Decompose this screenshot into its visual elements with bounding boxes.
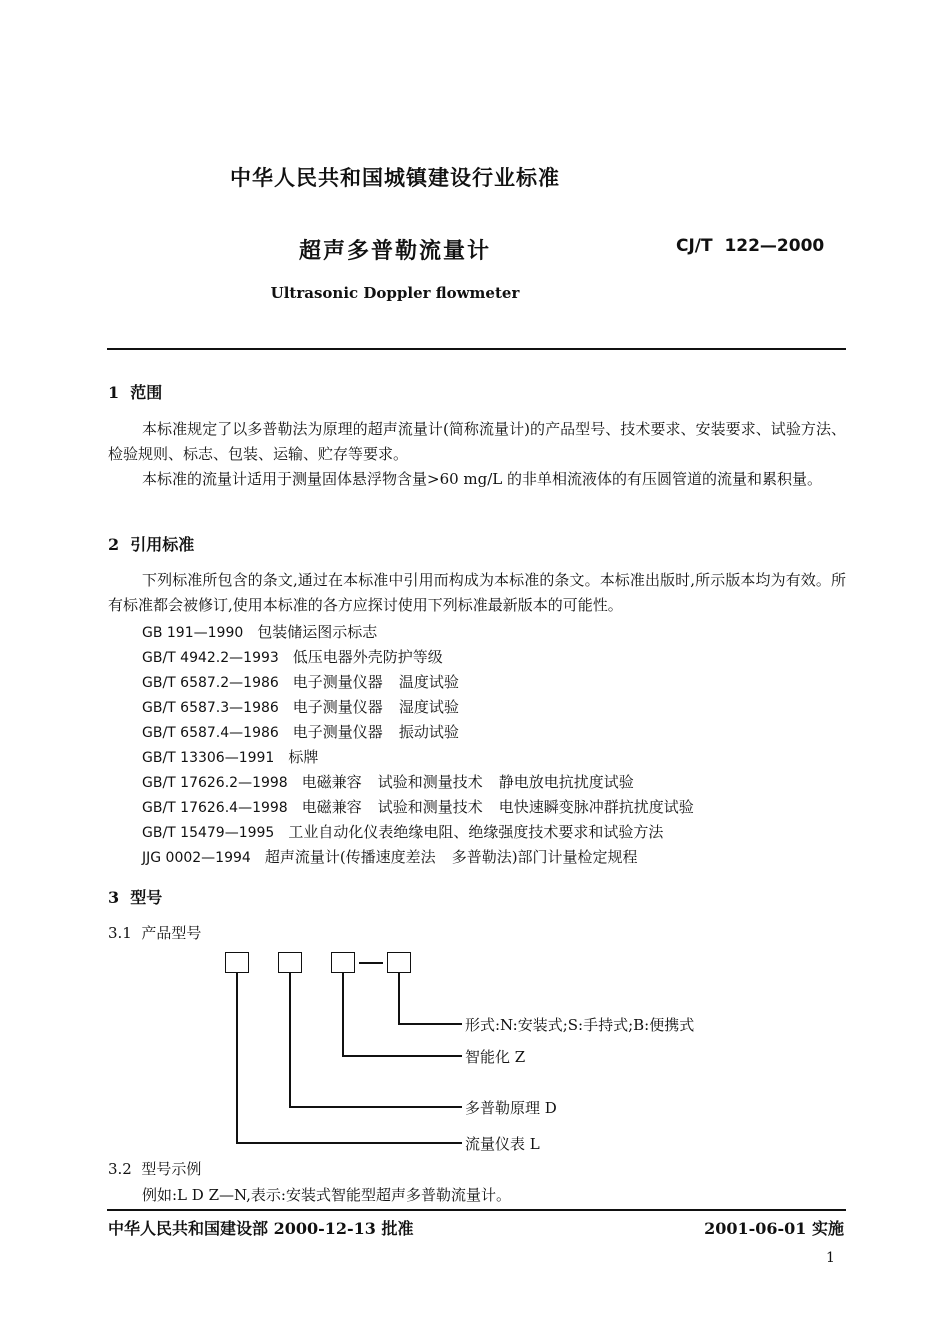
- reference-item: [142, 846, 654, 867]
- reference-title: 多普勒法)部门计量检定规程: [451, 848, 638, 866]
- connector-line: [398, 1023, 462, 1025]
- reference-title: 标牌: [288, 748, 319, 766]
- document-code: CJ/T 122—2000: [676, 236, 825, 256]
- document-title: 超声多普勒流量计: [298, 238, 491, 264]
- connector-line: [236, 1142, 462, 1144]
- model-example: 例如:L D Z—N,表示:安装式智能型超声多普勒流量计。: [142, 1186, 511, 1204]
- reference-title: 电磁兼容: [301, 798, 362, 816]
- reference-title: 电子测量仪器: [292, 723, 383, 741]
- diagram-label-doppler: 多普勒原理 D: [465, 1099, 557, 1117]
- diagram-label-meter: 流量仪表 L: [465, 1135, 540, 1153]
- reference-title: 试验和测量技术: [377, 773, 483, 791]
- section-3-heading: 3 型号: [108, 888, 163, 907]
- reference-code: GB/T 17626.4—1998: [142, 800, 288, 816]
- reference-item: [142, 671, 475, 692]
- section-3-1-heading: 3.1 产品型号: [108, 924, 202, 942]
- reference-code: GB/T 17626.2—1998: [142, 775, 288, 791]
- reference-title: 电快速瞬变脉冲群抗扰度试验: [498, 798, 694, 816]
- model-box-1: [225, 952, 249, 973]
- implementation-date: 2001-06-01 实施: [704, 1219, 844, 1238]
- header-rule: [107, 348, 846, 350]
- reference-title: 温度试验: [398, 673, 459, 691]
- model-box-3: [331, 952, 355, 973]
- connector-line: [398, 973, 400, 1024]
- section-1-paragraph-1: 本标准规定了以多普勒法为原理的超声流量计(简称流量计)的产品型号、技术要求、安装要求、试验方法、检验规则、标志、包装、运输、贮存等要求。: [108, 420, 846, 463]
- reference-code: GB/T 6587.2—1986: [142, 675, 279, 691]
- model-box-2: [278, 952, 302, 973]
- footer-rule: [107, 1209, 846, 1211]
- reference-title: 包装储运图示标志: [257, 623, 378, 641]
- reference-title: 低压电器外壳防护等级: [292, 648, 443, 666]
- diagram-label-smart: 智能化 Z: [465, 1048, 526, 1066]
- page-number: 1: [826, 1250, 835, 1266]
- reference-title: 静电放电抗扰度试验: [498, 773, 634, 791]
- diagram-label-form: 形式:N:安装式;S:手持式;B:便携式: [465, 1016, 695, 1034]
- approval-line: 中华人民共和国建设部 2000-12-13 批准: [108, 1219, 414, 1238]
- model-dash: [359, 962, 383, 964]
- connector-line: [289, 1106, 462, 1108]
- reference-item: [142, 696, 475, 717]
- reference-title: 湿度试验: [398, 698, 459, 716]
- reference-code: JJG 0002—1994: [142, 850, 251, 866]
- model-box-4: [387, 952, 411, 973]
- reference-item: [142, 796, 710, 817]
- reference-item: [142, 721, 475, 742]
- reference-title: 电子测量仪器: [292, 673, 383, 691]
- reference-title: 电磁兼容: [301, 773, 362, 791]
- section-1-paragraph-2: 本标准的流量计适用于测量固体悬浮物含量>60 mg/L 的非单相流液体的有压圆管道的流量和累积量。: [142, 470, 823, 488]
- section-3-2-heading: 3.2 型号示例: [108, 1160, 202, 1178]
- reference-title: 工业自动化仪表绝缘电阻、绝缘强度技术要求和试验方法: [288, 823, 664, 841]
- reference-title: 试验和测量技术: [377, 798, 483, 816]
- reference-code: GB/T 4942.2—1993: [142, 650, 279, 666]
- ministry-title: 中华人民共和国城镇建设行业标准: [230, 165, 560, 190]
- reference-code: GB/T 6587.4—1986: [142, 725, 279, 741]
- reference-title: 电子测量仪器: [292, 698, 383, 716]
- section-2-heading: 2 引用标准: [108, 535, 195, 554]
- reference-code: GB/T 13306—1991: [142, 750, 275, 766]
- reference-title: 振动试验: [398, 723, 459, 741]
- english-title: Ultrasonic Doppler flowmeter: [270, 284, 520, 302]
- reference-item: [142, 821, 679, 842]
- section-1-heading: 1 范围: [108, 383, 163, 402]
- reference-code: GB/T 6587.3—1986: [142, 700, 279, 716]
- connector-line: [342, 973, 344, 1056]
- section-2-paragraph-1: 下列标准所包含的条文,通过在本标准中引用而构成为本标准的条文。本标准出版时,所示版本均为有效。所有标准都会被修订,使用本标准的各方应探讨使用下列标准最新版本的可能性。: [108, 571, 846, 614]
- connector-line: [289, 973, 291, 1107]
- reference-code: GB/T 15479—1995: [142, 825, 275, 841]
- reference-item: [142, 746, 334, 767]
- reference-code: GB 191—1990: [142, 625, 244, 641]
- reference-title: 超声流量计(传播速度差法: [264, 848, 436, 866]
- connector-line: [342, 1055, 462, 1057]
- reference-item: [142, 646, 459, 667]
- reference-item: [142, 771, 650, 792]
- reference-item: [142, 621, 393, 642]
- connector-line: [236, 973, 238, 1143]
